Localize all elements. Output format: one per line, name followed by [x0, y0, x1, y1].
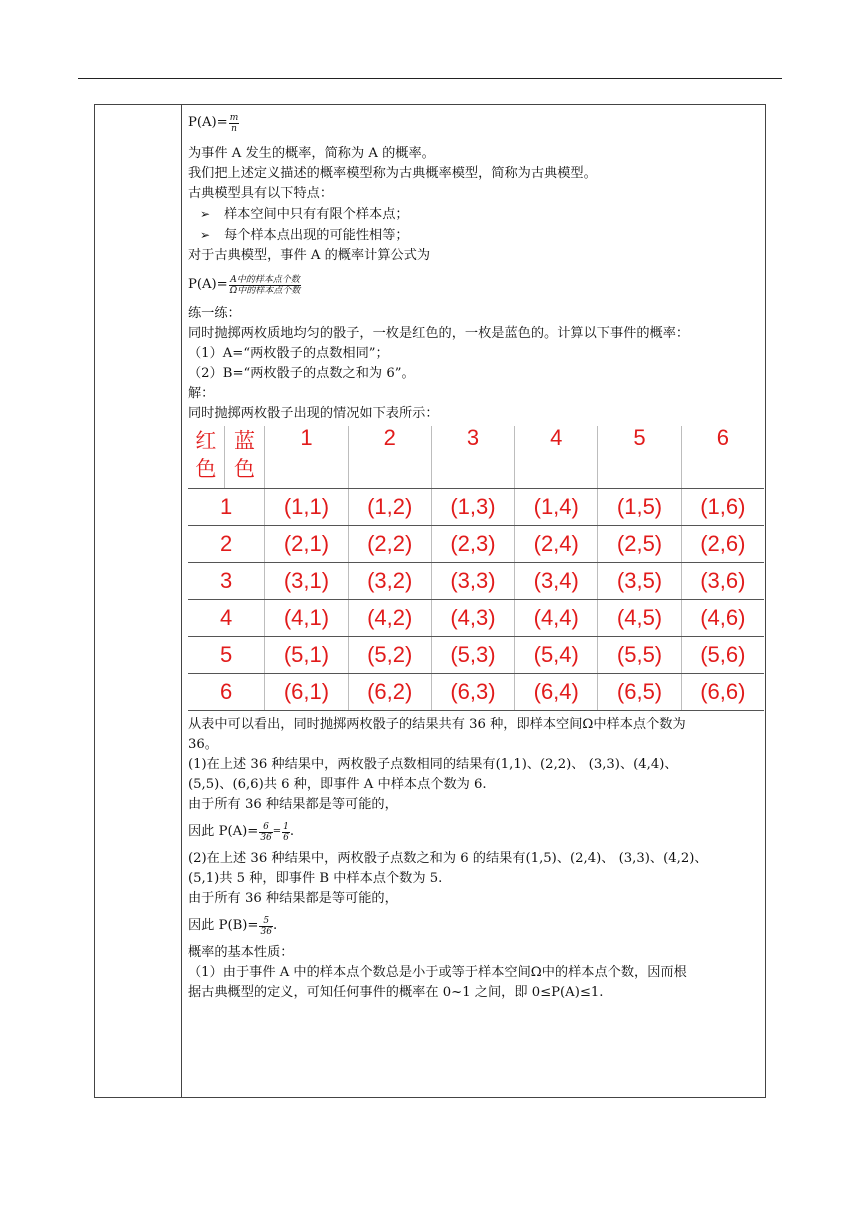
row-header: 6 — [188, 674, 265, 711]
table-cell: (4,4) — [515, 600, 598, 637]
table-cell: (2,1) — [265, 526, 348, 563]
table-cell: (2,2) — [348, 526, 431, 563]
column-header: 5 — [598, 426, 681, 489]
table-cell: (1,4) — [515, 489, 598, 526]
text-line: 为事件 A 发生的概率，简称为 A 的概率。 — [188, 146, 435, 161]
text-line: 我们把上述定义描述的概率模型称为古典概率模型，简称为古典模型。 — [188, 166, 597, 181]
table-cell: (5,5) — [598, 637, 681, 674]
table-cell: (1,6) — [681, 489, 764, 526]
table-row — [188, 637, 764, 674]
table-cell: (6,2) — [348, 674, 431, 711]
table-row — [188, 526, 764, 563]
arrow-bullet-icon: ➢ — [200, 207, 211, 221]
bullet-item: ➢ 样本空间中只有有限个样本点； — [188, 204, 764, 225]
text-line: 概率的基本性质： — [188, 945, 294, 960]
table-cell: (3,6) — [681, 563, 764, 600]
table-row — [188, 489, 764, 526]
column-header: 1 — [265, 426, 348, 489]
row-header: 5 — [188, 637, 265, 674]
table-cell: (3,3) — [431, 563, 514, 600]
text-line: （1）由于事件 A 中的样本点个数总是小于或等于样本空间Ω中的样本点个数，因而根 — [188, 965, 687, 980]
column-header: 2 — [348, 426, 431, 489]
header-rule — [78, 78, 782, 79]
corner-blue-label: 蓝 色 — [224, 426, 265, 489]
table-cell: (5,2) — [348, 637, 431, 674]
table-row — [188, 674, 764, 711]
dice-outcome-table — [188, 426, 764, 711]
table-cell: (6,6) — [681, 674, 764, 711]
column-header: 3 — [431, 426, 514, 489]
text-line: （1）A=“两枚骰子的点数相同”； — [188, 346, 389, 361]
fraction: $\frac{m}{n}$ — [229, 112, 239, 134]
table-cell: (6,1) — [265, 674, 348, 711]
table-cell: (5,6) — [681, 637, 764, 674]
text-line: 由于所有 36 种结果都是等可能的， — [188, 891, 398, 906]
column-header: 4 — [515, 426, 598, 489]
fraction: $\frac{5}{36}$ — [260, 915, 272, 937]
fraction: $\frac{\text{A中的样本点个数}}{\text{Ω中的样本点个数}}$ — [229, 274, 301, 296]
table-cell: (6,5) — [598, 674, 681, 711]
fraction: $\frac{1}{6}$ — [283, 821, 289, 843]
text-line: (5,1)共 5 种，即事件 B 中样本点个数为 5. — [188, 871, 443, 886]
table-cell: (2,4) — [515, 526, 598, 563]
formula-p-b-result: 因此 P(B)= $\frac{5}{36}$ . — [188, 915, 278, 937]
corner-red-label: 红 色 — [188, 426, 224, 489]
arrow-bullet-icon: ➢ — [200, 228, 211, 242]
table-cell: (1,3) — [431, 489, 514, 526]
text-line: 由于所有 36 种结果都是等可能的， — [188, 797, 398, 812]
table-cell: (5,4) — [515, 637, 598, 674]
text-line: (1)在上述 36 种结果中，两枚骰子点数相同的结果有(1,1)、(2,2)、 (3,3)、(4,4)、 — [188, 757, 678, 772]
table-cell: (1,5) — [598, 489, 681, 526]
bullet-item: ➢ 每个样本点出现的可能性相等； — [188, 225, 764, 246]
table-cell: (2,6) — [681, 526, 764, 563]
table-cell: (1,2) — [348, 489, 431, 526]
text-line: 对于古典模型，事件 A 的概率计算公式为 — [188, 248, 431, 263]
text-line: (5,5)、(6,6)共 6 种，即事件 A 中样本点个数为 6. — [188, 777, 487, 792]
row-header: 1 — [188, 489, 265, 526]
table-cell: (4,3) — [431, 600, 514, 637]
table-cell: (4,1) — [265, 600, 348, 637]
formula-p-a-m-over-n — [188, 106, 764, 140]
table-header-row — [188, 426, 764, 489]
table-cell: (3,1) — [265, 563, 348, 600]
text-line: 据古典概型的定义，可知任何事件的概率在 0~1 之间，即 0≤P(A)≤1. — [188, 985, 604, 1000]
table-cell: (3,4) — [515, 563, 598, 600]
table-row — [188, 563, 764, 600]
table-cell: (2,5) — [598, 526, 681, 563]
table-cell: (2,3) — [431, 526, 514, 563]
text-line: 同时抛掷两枚质地均匀的骰子，一枚是红色的，一枚是蓝色的。计算以下事件的概率： — [188, 326, 690, 341]
formula-prefix: P(A)= — [188, 277, 228, 292]
text-line: 解： — [188, 386, 215, 401]
formula-classical-probability — [188, 266, 764, 304]
row-header: 2 — [188, 526, 265, 563]
formula-p-a-result: 因此 P(A)= $\frac{6}{36}$ = $\frac{1}{6}$ . — [188, 821, 295, 843]
table-cell: (6,4) — [515, 674, 598, 711]
table-cell: (1,1) — [265, 489, 348, 526]
text-line: 从表中可以看出，同时抛掷两枚骰子的结果共有 36 种，即样本空间Ω中样本点个数为 — [188, 717, 686, 732]
text-line: (2)在上述 36 种结果中，两枚骰子点数之和为 6 的结果有(1,5)、(2,4)、 (3,3)、(4,2)、 — [188, 851, 708, 866]
table-cell: (4,5) — [598, 600, 681, 637]
text-line: （2）B=“两枚骰子的点数之和为 6”。 — [188, 366, 415, 381]
row-header: 3 — [188, 563, 265, 600]
document-content — [188, 106, 764, 1003]
row-header: 4 — [188, 600, 265, 637]
table-cell: (4,2) — [348, 600, 431, 637]
text-line: 练一练： — [188, 306, 241, 321]
table-cell: (3,5) — [598, 563, 681, 600]
table-cell: (5,1) — [265, 637, 348, 674]
table-cell: (3,2) — [348, 563, 431, 600]
formula-prefix: P(A)= — [188, 115, 228, 130]
fraction: $\frac{6}{36}$ — [260, 821, 272, 843]
column-header: 6 — [681, 426, 764, 489]
text-line: 同时抛掷两枚骰子出现的情况如下表所示： — [188, 406, 439, 421]
text-line: 36。 — [188, 737, 218, 752]
table-cell: (5,3) — [431, 637, 514, 674]
table-row — [188, 600, 764, 637]
table-cell: (4,6) — [681, 600, 764, 637]
text-line: 古典模型具有以下特点： — [188, 186, 334, 201]
table-cell: (6,3) — [431, 674, 514, 711]
